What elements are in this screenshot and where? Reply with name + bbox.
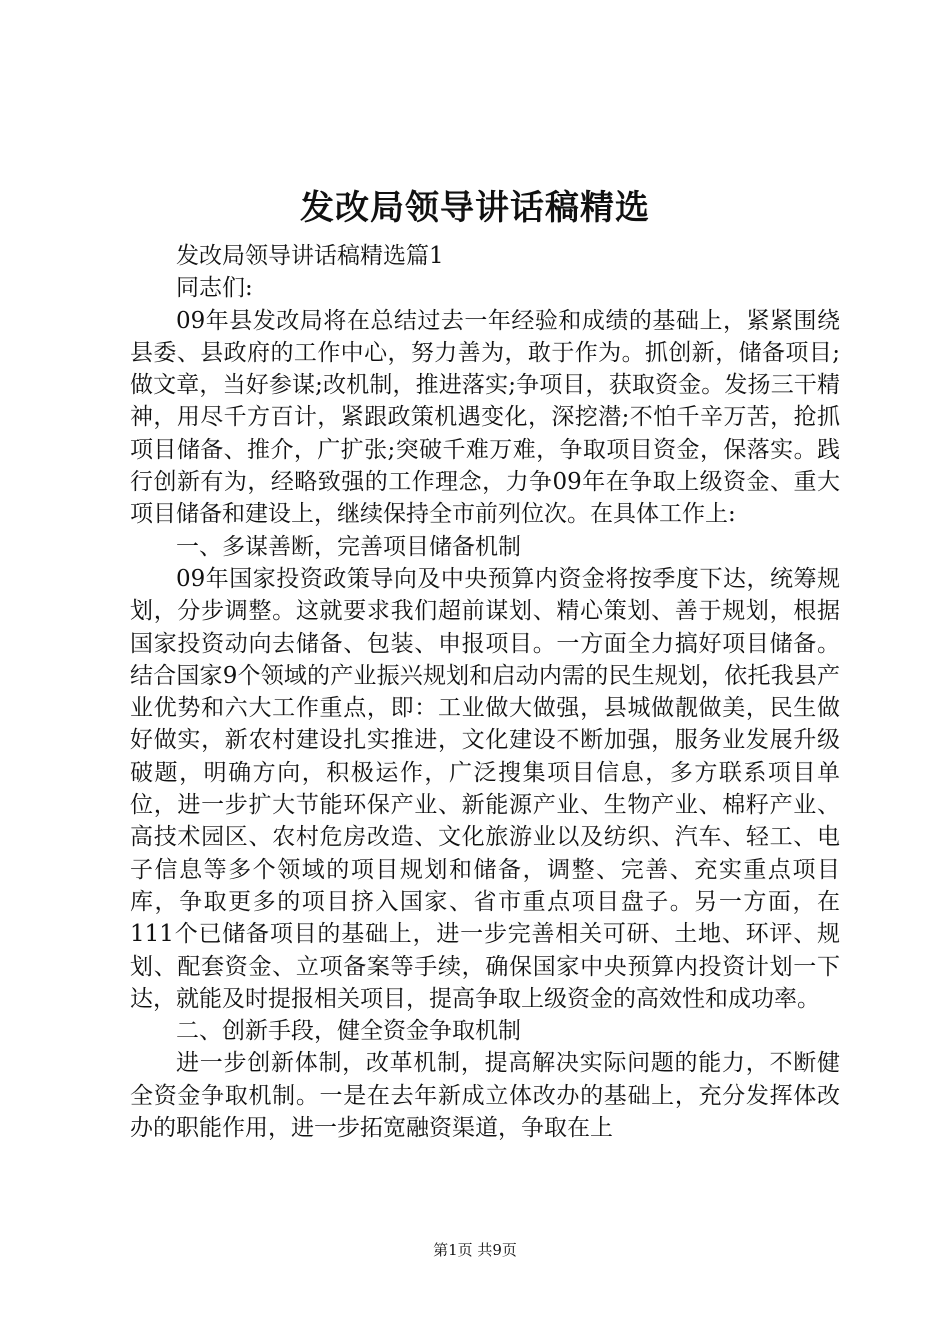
section-subtitle: 发改局领导讲话稿精选篇1	[176, 243, 444, 269]
body-paragraph: 09年国家投资政策导向及中央预算内资金将按季度下达，统筹规划，分步调整。这就要求我们超前谋划、精心策划、善于规划，根据国家投资动向去储备、包装、申报项目。一方面全力搞好项目储备。结合国家9个领域的产业振兴规划和启动内需的民生规划，依托我县产业优势和六大工作重点，即：工业做大做强，县城做靓做美，民生做好做实，新农村建设扎实推进，文化建设不断加强，服务业发展升级破题，明确方向，积极运作，广泛搜集项目信息，多方联系项目单位，进一步扩大节能环保产业、新能源产业、生物产业、棉籽产业、高技术园区、农村危房改造、文化旅游业以及纺织、汽车、轻工、电子信息等多个领域的项目规划和储备，调整、完善、充实重点项目库，争取更多的项目挤入国家、省市重点项目盘子。另一方面，在111个已储备项目的基础上，进一步完善相关可研、土地、环评、规划、配套资金、立项备案等手续，确保国家中央预算内投资计划一下达，就能及时提报相关项目，提高争取上级资金的高效性和成功率。	[130, 565, 840, 1012]
document-body	[130, 240, 840, 1144]
section-heading: 一、多谋善断，完善项目储备机制	[176, 533, 521, 560]
document-title: 发改局领导讲话稿精选	[300, 188, 650, 228]
body-paragraph: 进一步创新体制，改革机制，提高解决实际问题的能力，不断健全资金争取机制。一是在去年新成立体改办的基础上，充分发挥体改办的职能作用，进一步拓宽融资渠道，争取在上	[130, 1050, 840, 1142]
salutation: 同志们:	[176, 275, 253, 302]
body-paragraph: 09年县发改局将在总结过去一年经验和成绩的基础上，紧紧围绕县委、县政府的工作中心，努力善为，敢于作为。抓创新，储备项目;做文章，当好参谋;改机制，推进落实;争项目，获取资金。发扬三干精神，用尽千方百计，紧跟政策机遇变化，深挖潜;不怕千辛万苦，抢抓项目储备、推介，广扩张;突破千难万难，争取项目资金，保落实。践行创新有为，经略致强的工作理念，力争09年在争取上级资金、重大项目储备和建设上，继续保持全市前列位次。在具体工作上:	[130, 307, 840, 528]
section-heading: 二、创新手段，健全资金争取机制	[176, 1018, 521, 1045]
page-footer: 第1页 共9页	[433, 1241, 517, 1259]
